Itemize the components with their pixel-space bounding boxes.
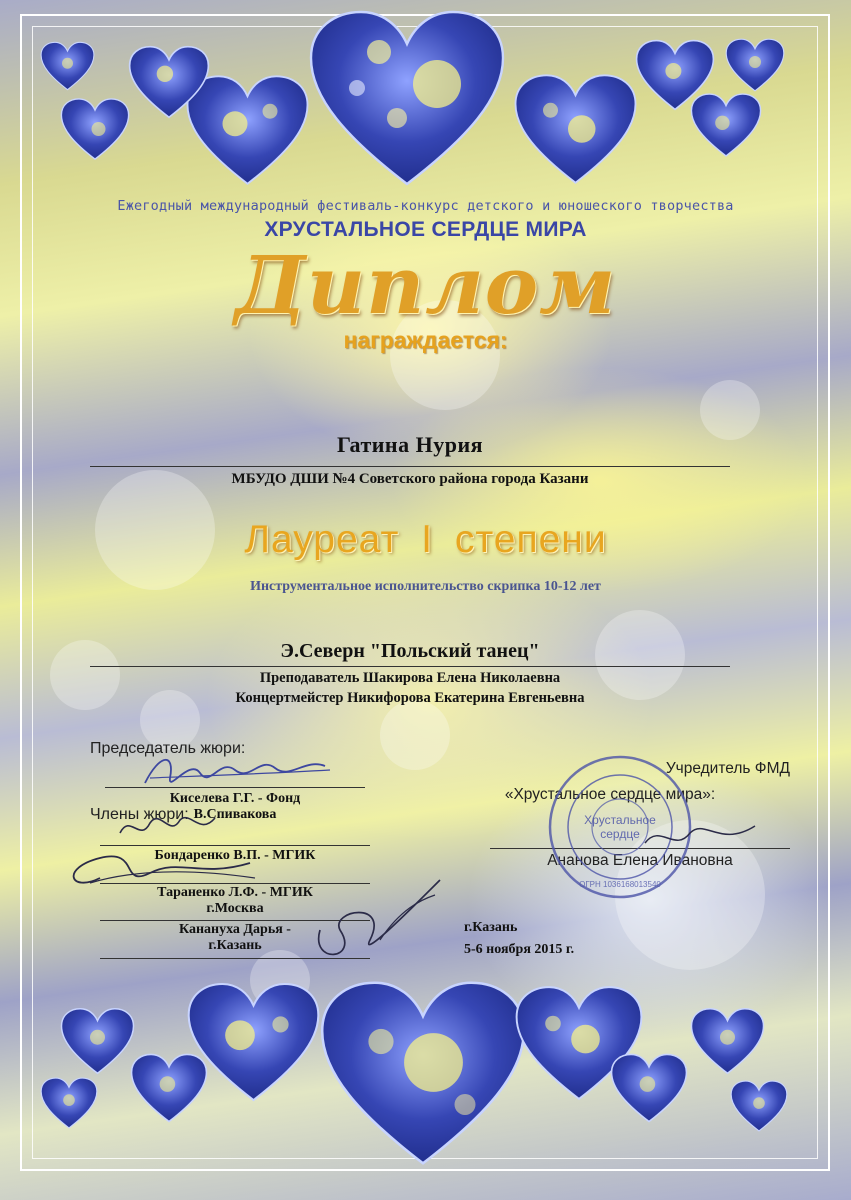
founder-signature	[640, 818, 760, 858]
teacher-name: Преподаватель Шакирова Елена Николаевна	[259, 670, 561, 686]
jury-member-line1: Канануха Дарья -	[179, 922, 291, 937]
award-title: Лауреат I степени	[244, 518, 607, 561]
place-city: г.Казань	[464, 920, 518, 935]
jury-chair-name-line2: В.Спивакова	[193, 807, 277, 822]
member-signature	[60, 838, 260, 898]
jury-member-line1: Тараненко Л.Ф. - МГИК	[157, 885, 313, 900]
jury-members-title: Члены жюри:	[90, 806, 189, 823]
accompanist-name: Концертмейстер Никифорова Екатерина Евгеньевна	[235, 690, 585, 706]
heart-icon	[690, 1005, 765, 1077]
jury-chair-title: Председатель жюри:	[90, 740, 246, 757]
place-date: 5-6 ноября 2015 г.	[464, 942, 575, 957]
name-underline	[90, 466, 730, 467]
heart-icon	[60, 1005, 135, 1077]
heart-icon	[610, 1050, 688, 1126]
founder-name: Ананова Елена Ивановна	[547, 852, 733, 869]
jury-member-line2: г.Москва	[206, 901, 264, 916]
heart-icon	[130, 1050, 208, 1126]
contest-title: ХРУСТАЛЬНОЕ СЕРДЦЕ МИРА	[264, 218, 587, 241]
heart-icon	[128, 42, 210, 122]
heart-icon	[40, 40, 95, 92]
heart-icon	[318, 978, 528, 1168]
founder-organization: «Хрустальное сердце мира»:	[504, 786, 716, 803]
founder-title: Учредитель ФМД	[665, 760, 790, 777]
heart-icon	[513, 68, 638, 190]
award-category: Инструментальное исполнительство скрипка 10-12 лет	[250, 579, 601, 594]
recipient-name: Гатина Нурия	[336, 432, 484, 457]
festival-subtitle: Ежегодный международный фестиваль-конкурс детского и юношеского творчества	[117, 198, 734, 214]
jury-member-line1: Бондаренко В.П. - МГИК	[154, 848, 316, 863]
heart-icon	[690, 90, 762, 160]
chair-signature	[140, 748, 340, 798]
jury-chair-name-line1: Киселева Г.Г. - Фонд	[169, 791, 301, 806]
svg-text:сердце: сердце	[600, 827, 640, 841]
heart-icon	[725, 36, 785, 94]
heart-icon	[730, 1078, 788, 1134]
jury-member-line2: г.Казань	[208, 938, 262, 953]
awarded-label: награждается:	[343, 327, 508, 353]
diploma-title: Диплом	[234, 238, 617, 332]
svg-text:ОГРН 1036168013540: ОГРН 1036168013540	[579, 880, 661, 889]
heart-icon	[302, 8, 512, 188]
heart-icon	[60, 95, 130, 163]
performed-piece: Э.Северн "Польский танец"	[280, 640, 540, 662]
heart-icon	[40, 1075, 98, 1131]
recipient-school: МБУДО ДШИ №4 Советского района города Казани	[231, 471, 589, 487]
svg-text:Хрустальное: Хрустальное	[584, 813, 656, 827]
member-signature	[300, 870, 450, 970]
piece-underline	[90, 666, 730, 667]
